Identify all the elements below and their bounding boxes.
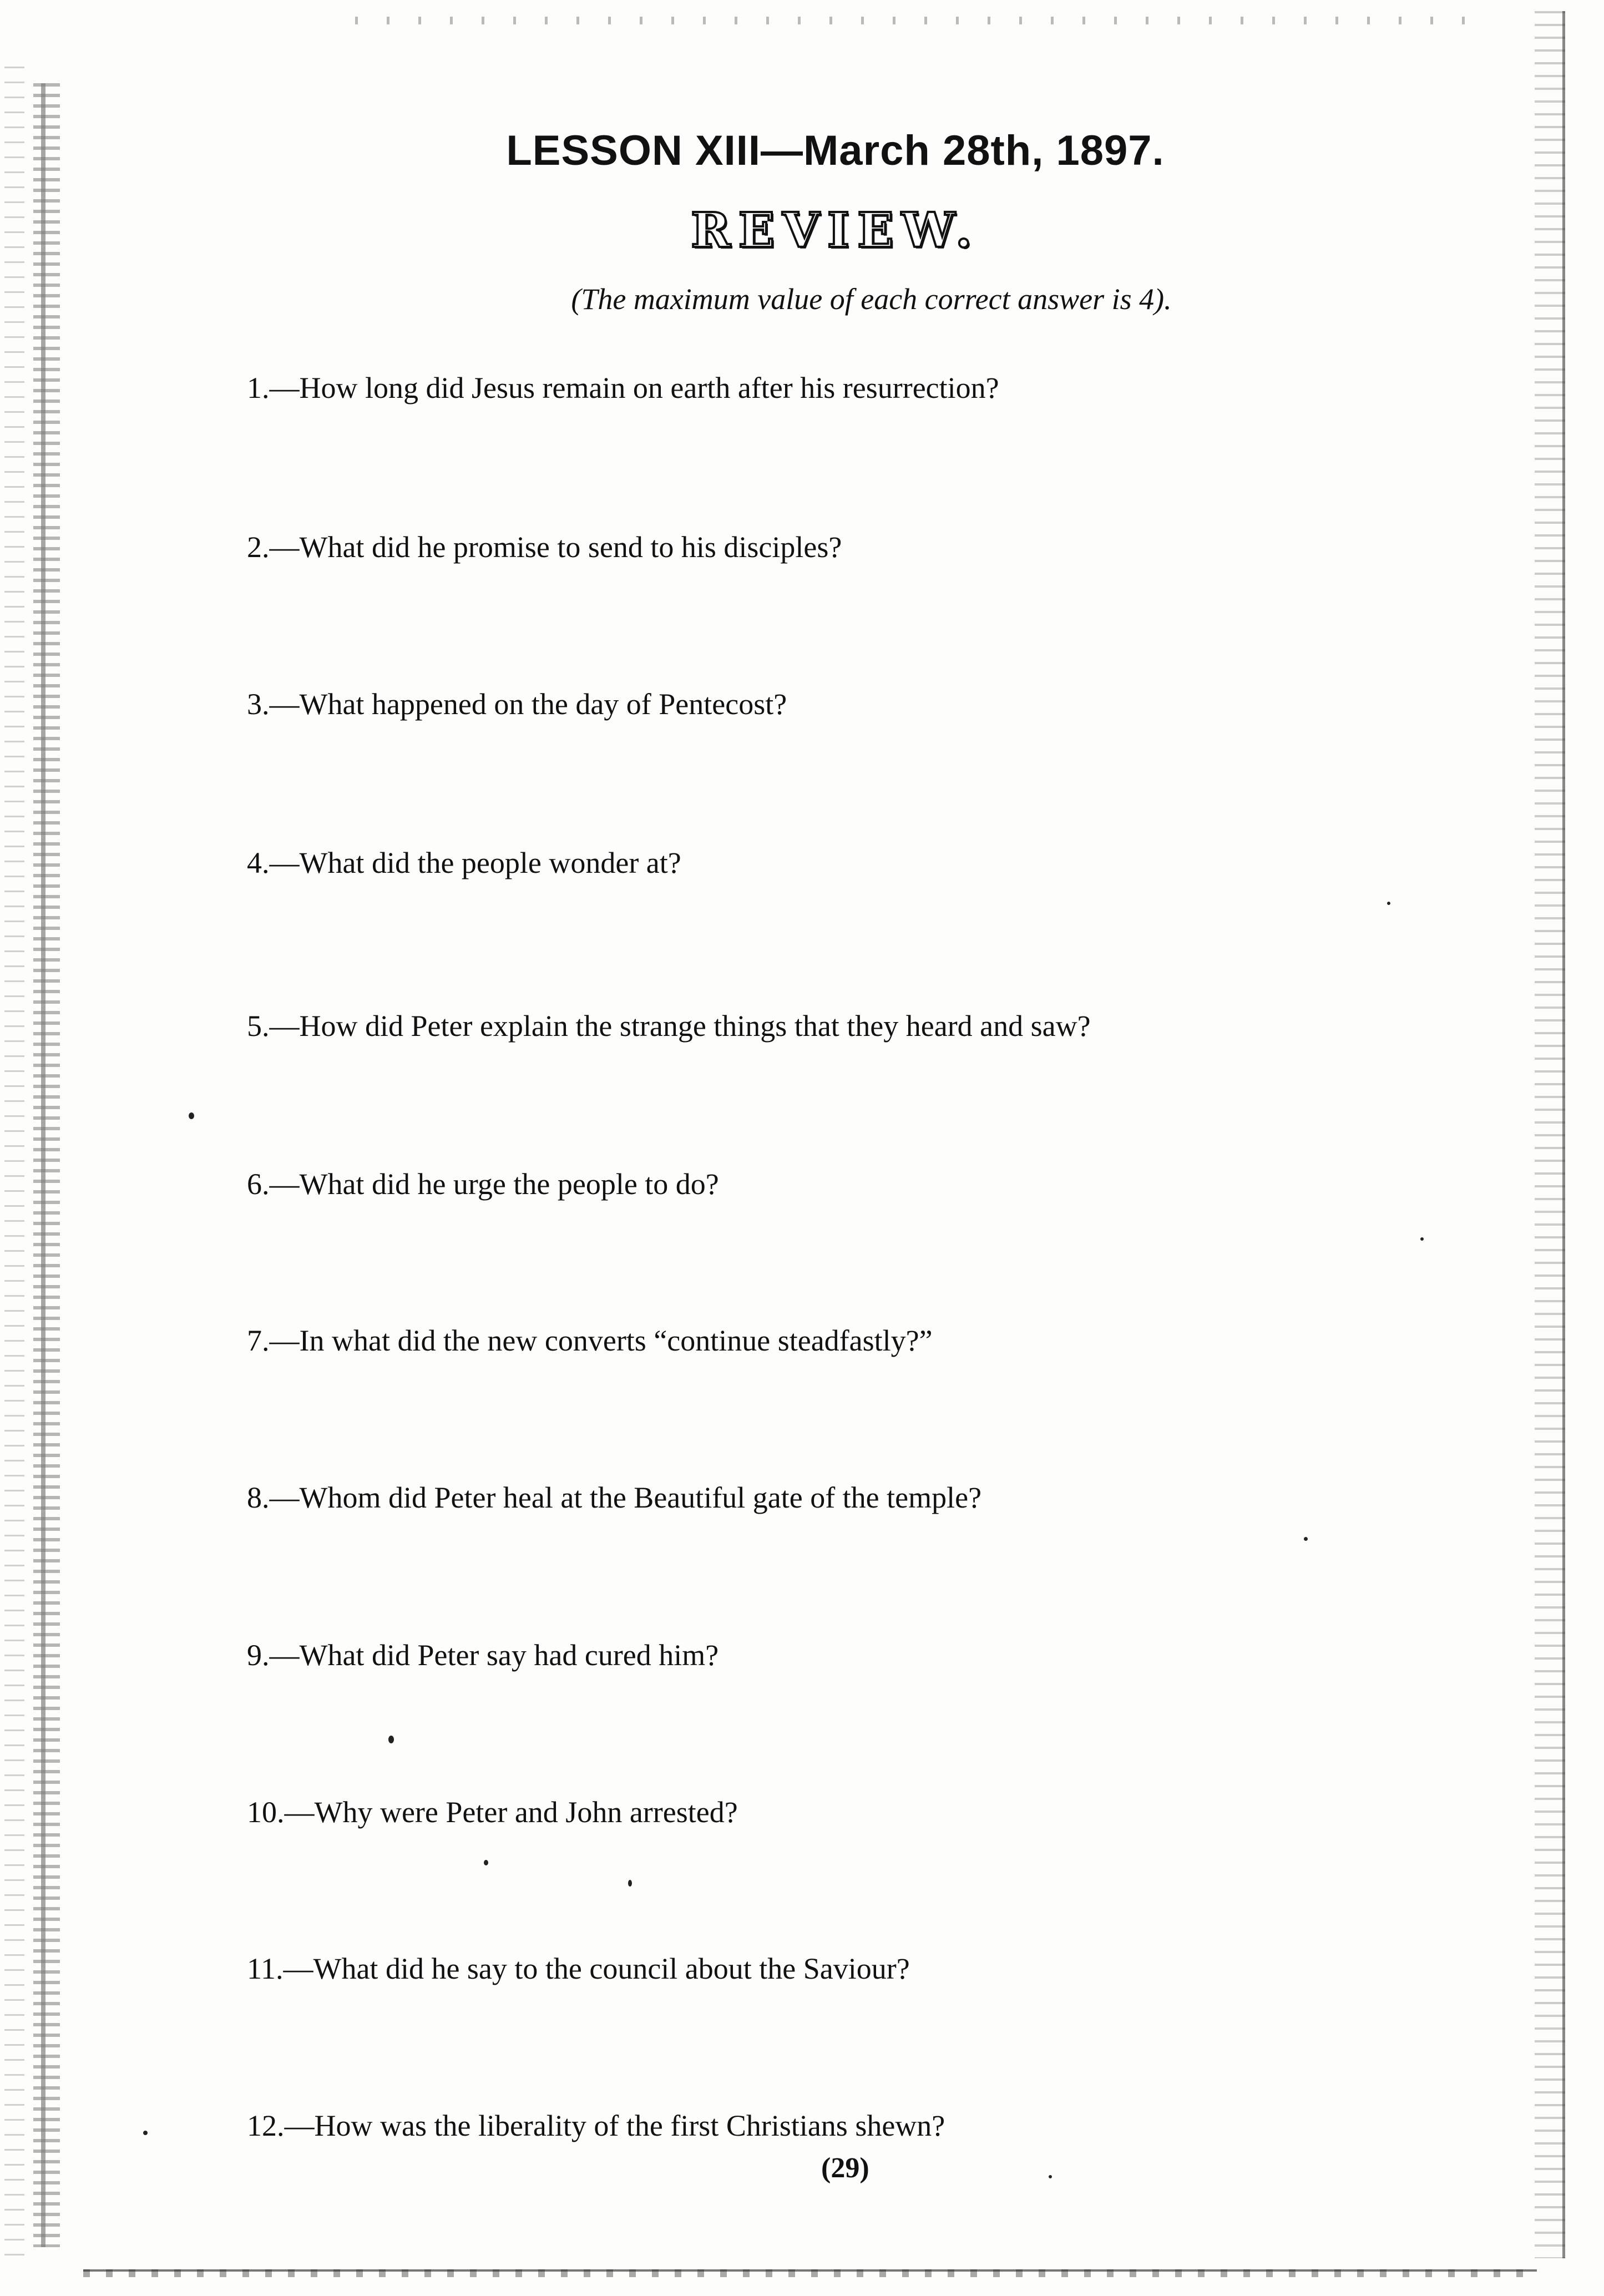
- question-text: Why were Peter and John arrested?: [314, 1796, 738, 1829]
- question-text: What did he say to the council about the Saviour?: [313, 1952, 910, 1985]
- question-number: 2.—: [247, 530, 300, 564]
- question-text: Whom did Peter heal at the Beautiful gate of the temple?: [299, 1481, 982, 1514]
- question-number: 3.—: [247, 687, 300, 721]
- ink-speck: [1420, 1237, 1424, 1241]
- question-number: 4.—: [247, 846, 300, 879]
- question-number: 8.—: [247, 1481, 300, 1514]
- question-number: 12.—: [247, 2109, 315, 2142]
- question-number: 1.—: [247, 371, 300, 404]
- question-text: What did he urge the people to do?: [299, 1167, 719, 1201]
- question-text: What did the people wonder at?: [299, 846, 681, 879]
- question-11: [247, 1951, 910, 1986]
- question-text: In what did the new converts “continue steadfastly?”: [299, 1324, 933, 1357]
- question-text: What did Peter say had cured him?: [299, 1638, 719, 1672]
- question-number: 5.—: [247, 1009, 300, 1043]
- page-edge-top: [355, 17, 1465, 24]
- question-number: 10.—: [247, 1796, 315, 1829]
- question-2: [247, 530, 842, 564]
- ink-speck: [143, 2131, 148, 2135]
- question-7: [247, 1323, 933, 1358]
- question-4: [247, 846, 681, 880]
- question-10: [247, 1795, 738, 1829]
- ink-speck: [1387, 902, 1390, 905]
- ink-speck: [628, 1880, 632, 1887]
- question-number: 6.—: [247, 1167, 300, 1201]
- ink-speck: [189, 1112, 194, 1119]
- question-number: 11.—: [247, 1952, 313, 1985]
- page-edge-right: [1535, 11, 1565, 2258]
- question-text: How was the liberality of the first Christians shewn?: [314, 2109, 945, 2142]
- question-number: 7.—: [247, 1324, 300, 1357]
- question-text: What did he promise to send to his disciples?: [299, 530, 842, 564]
- question-5: [247, 1009, 1091, 1043]
- page-binding-edge-left: [33, 83, 60, 2247]
- question-text: What happened on the day of Pentecost?: [299, 687, 787, 721]
- question-text: How long did Jesus remain on earth after his resurrection?: [299, 371, 999, 404]
- question-8: [247, 1480, 981, 1515]
- question-9: [247, 1638, 718, 1672]
- ink-speck: [1304, 1537, 1308, 1541]
- ink-speck: [1049, 2175, 1052, 2178]
- page-edge-bottom: [83, 2269, 1537, 2277]
- page-binding-edge-outer: [4, 67, 24, 2264]
- question-1: [247, 371, 999, 405]
- page-number: (29): [821, 2152, 869, 2184]
- question-6: [247, 1167, 719, 1201]
- question-text: How did Peter explain the strange things that they heard and saw?: [299, 1009, 1091, 1043]
- scoring-note: (The maximum value of each correct answer is 4).: [571, 282, 1172, 316]
- ink-speck: [388, 1736, 394, 1743]
- lesson-heading: LESSON XIII—March 28th, 1897.: [506, 127, 1165, 174]
- review-title: REVIEW.: [691, 203, 980, 259]
- question-number: 9.—: [247, 1638, 300, 1672]
- question-3: [247, 687, 787, 721]
- question-12: [247, 2108, 945, 2143]
- ink-speck: [484, 1860, 488, 1865]
